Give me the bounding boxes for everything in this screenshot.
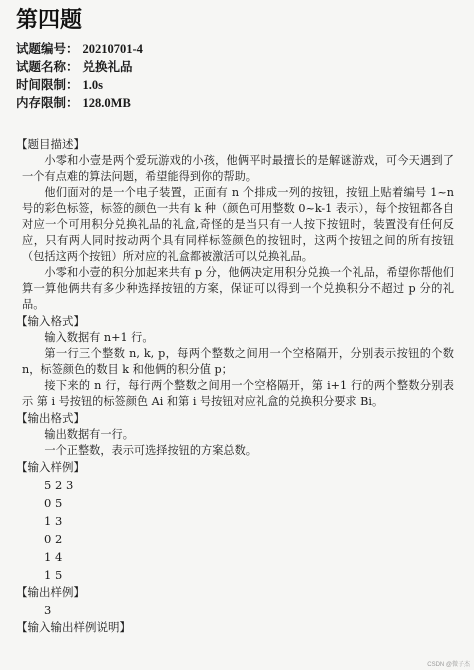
meta-value: 兑换礼品 <box>82 60 133 74</box>
description-heading: 【题目描述】 <box>16 137 85 151</box>
watermark: CSDN @微子杰 <box>427 662 470 668</box>
meta-value: 20210701-4 <box>82 42 143 56</box>
description-paragraph: 他们面对的是一个电子装置，正面有 n 个排成一列的按钮，按钮上贴着编号 1~n 号的彩色标签，标签的颜色一共有 k 种（颜色可用整数 0~k-1 表示），每个按钮都各自对应一个可用积分兑换礼品的礼盒,奇怪的是当只有一人按下按钮时，装置没有任何反应，只有两人同时按动两个具有同样标签颜色的按钮时，这两个按钮之间的所有按钮（包括这两个按钮）所对应的礼盒都被激活可以兑换礼品。 <box>22 186 454 263</box>
sample-input-line: 5 2 3 <box>44 478 74 492</box>
meta-label: 试题名称： <box>16 60 79 74</box>
input-format-line: 输入数据有 n+1 行。 <box>44 331 154 344</box>
meta-label: 时间限制： <box>16 78 79 92</box>
meta-time-limit <box>16 76 458 94</box>
output-format-line: 输出数据有一行。 <box>44 428 134 441</box>
meta-problem-name <box>16 58 458 76</box>
input-format-line: 接下来的 n 行，每行两个整数之间用一个空格隔开，第 i+1 行的两个整数分别表示 第 i 号按钮的标签颜色 Ai 和第 i 号按钮对应礼盒的兑换积分要求 Bi。 <box>22 379 454 408</box>
page-title: 第四题 <box>16 7 83 32</box>
sample-input-line: 1 5 <box>44 568 63 582</box>
meta-label: 试题编号： <box>16 42 79 56</box>
meta-problem-id <box>16 40 458 58</box>
sample-input-line: 1 3 <box>44 514 63 528</box>
sample-input-line: 1 4 <box>44 550 63 564</box>
meta-value: 128.0MB <box>82 96 131 110</box>
sample-input-line: 0 5 <box>44 496 63 510</box>
sample-input-line: 0 2 <box>44 532 63 546</box>
sample-output-heading: 【输出样例】 <box>16 585 85 599</box>
meta-memory-limit <box>16 94 458 112</box>
output-format-line: 一个正整数，表示可选择按钮的方案总数。 <box>44 444 257 457</box>
sample-explain-heading: 【输入输出样例说明】 <box>16 620 131 634</box>
description-paragraph: 小零和小壹的积分加起来共有 p 分，他俩决定用积分兑换一个礼品，希望你帮他们算一算他俩共有多少种选择按钮的方案，保证可以得到一个兑换积分不超过 p 分的礼品。 <box>22 266 454 311</box>
meta-value: 1.0s <box>82 78 104 92</box>
problem-body <box>16 136 458 636</box>
sample-input-heading: 【输入样例】 <box>16 460 85 474</box>
output-format-heading: 【输出格式】 <box>16 411 85 425</box>
input-format-line: 第一行三个整数 n, k, p，每两个整数之间用一个空格隔开，分别表示按钮的个数 n，标签颜色的数目 k 和他俩的积分值 p； <box>22 347 454 376</box>
input-format-heading: 【输入格式】 <box>16 314 85 328</box>
sample-output-line: 3 <box>44 603 52 617</box>
meta-list <box>16 40 458 112</box>
meta-label: 内存限制： <box>16 96 79 110</box>
description-paragraph: 小零和小壹是两个爱玩游戏的小孩，他俩平时最擅长的是解谜游戏，可今天遇到了一个有点难的算法问题，希望能得到你的帮助。 <box>22 154 454 183</box>
